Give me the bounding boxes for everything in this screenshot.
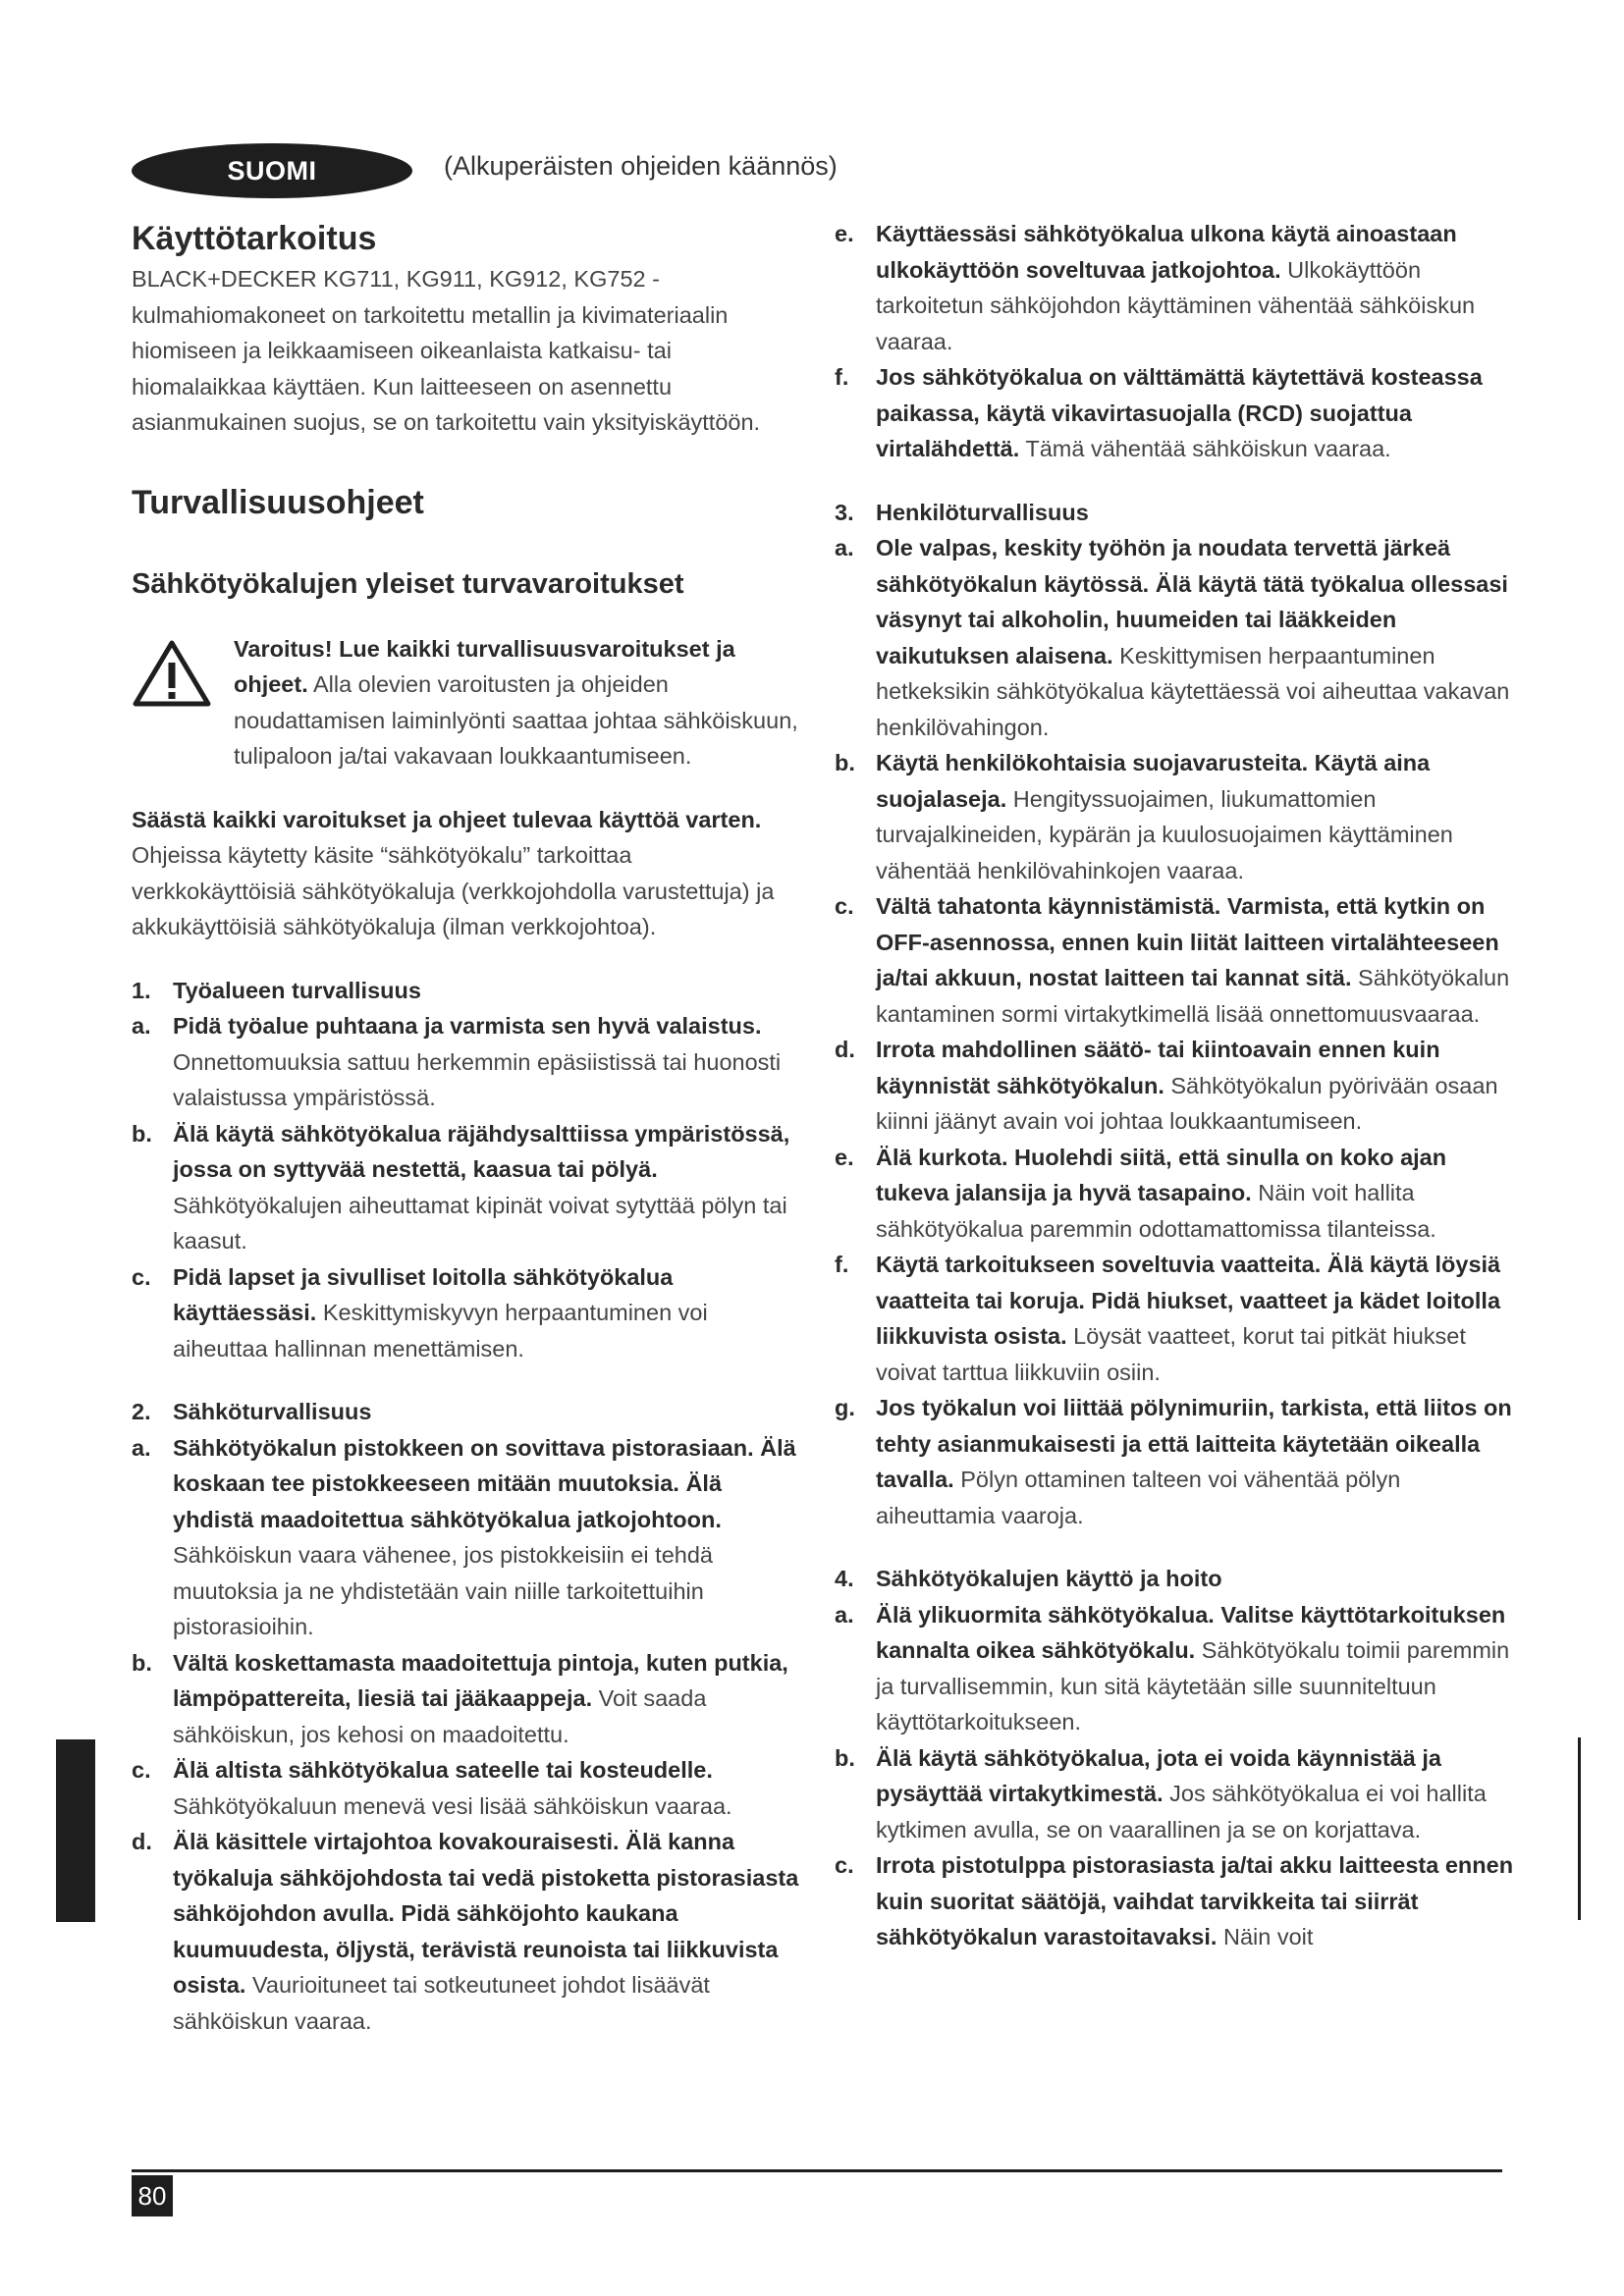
item-text: Näin voit hallita sähkötyökalua paremmin odottamattomissa tilanteissa. [876,1180,1436,1242]
margin-bar [1578,1737,1581,1920]
section-2 [132,1394,799,2039]
section-1 [132,973,799,1367]
item-bold: Sähkötyökalun pistokkeen on sovittava pistorasiaan. Älä koskaan tee pistokkeeseen mitään muutoksia. Älä yhdistä maadoitettua sähkötyökalua jatkojohtoon. [173,1434,796,1532]
warning-block [132,631,799,774]
section-number: 4. [835,1566,854,1591]
item-label: b. [132,1120,152,1147]
save-instructions-text: Ohjeissa käytetty käsite “sähkötyökalu” tarkoittaa verkkokäyttöisiä sähkötyökaluja (verkkojohdolla varustettuja) ja akkukäyttöisiä sähkötyökaluja (ilman verkkojohtoa). [132,842,775,939]
item-text: Jos sähkötyökalua ei voi hallita kytkimen avulla, se on vaarallinen ja se on korjattava. [876,1781,1487,1842]
item-bold: Vältä koskettamasta maadoitettuja pintoja, kuten putkia, lämpöpattereita, liesiä tai jääkaappeja. [173,1649,788,1711]
list-item [835,1140,1522,1248]
item-bold: Vältä tahatonta käynnistämistä. Varmista, että kytkin on OFF-asennossa, ennen kuin liität laitteen virtalähteeseen ja/tai akkuun, nostat laitteen tai kannat sitä. [876,893,1499,990]
list-item [835,1247,1522,1390]
item-text: Sähköiskun vaara vähenee, jos pistokkeisiin ei tehdä muutoksia ja ne yhdistetään vain niille tarkoitettuihin pistorasioihin. [173,1542,713,1639]
list-item [835,1597,1522,1740]
item-text: Tämä vähentää sähköiskun vaaraa. [1019,436,1391,461]
section-heading [835,495,1522,531]
item-bold: Jos sähkötyökalua on välttämättä käytettävä kosteassa paikassa, käytä vikavirtasuojalla (RCD) suojattua virtalähdettä. [876,364,1483,461]
translation-note: (Alkuperäisten ohjeiden käännös) [444,151,838,181]
right-column [835,216,1522,1955]
item-bold: Jos työkalun voi liittää pölynimuriin, tarkista, että liitos on tehty asianmukaisesti ja että laitteita käytetään oikealla tavalla. [876,1395,1512,1492]
item-label: f. [835,1252,849,1277]
section-2-continued [835,216,1522,467]
item-label: d. [132,1829,152,1854]
item-bold: Käyttäessäsi sähkötyökalua ulkona käytä ainoastaan ulkokäyttöön soveltuvaa jatkojohtoa. [876,221,1457,283]
item-label: a. [132,1013,151,1039]
warning-body: Alla olevien varoitusten ja ohjeiden noudattamisen laiminlyönti saattaa johtaa sähköiskuun, tulipaloon ja/tai vakavaan loukkaantumiseen. [234,671,798,769]
general-warnings-heading: Sähkötyökalujen yleiset turvavaroitukset [132,567,684,600]
item-text: Ulkokäyttöön tarkoitetun sähköjohdon käyttäminen vähentää sähköiskun vaaraa. [876,256,1476,354]
section-3 [835,495,1522,1534]
item-text: Sähkötyökalun pyörivään osaan kiinni jäänyt avain voi johtaa loukkaantumiseen. [876,1072,1498,1134]
list-item [835,216,1522,359]
item-bold: Irrota pistotulppa pistorasiasta ja/tai akku laitteesta ennen kuin suoritat säätöjä, vaihdat tarvikkeita tai siirrät sähkötyökalun varastoitavaksi. [876,1852,1514,1949]
warning-bold: Varoitus! Lue kaikki turvallisuusvaroitukset ja ohjeet. [234,635,735,697]
item-bold: Käytä tarkoitukseen soveltuvia vaatteita. Älä käytä löysiä vaatteita tai koruja. Pidä hiukset, vaatteet ja kädet loitolla liikkuvista osista. [876,1252,1501,1349]
list-item [132,1116,799,1259]
section-heading [835,1561,1522,1597]
item-text: Näin voit [1217,1924,1314,1949]
intended-use-heading: Käyttötarkoitus [132,220,377,257]
item-label: e. [835,221,854,246]
item-text: Voit saada sähköiskun, jos kehosi on maadoitettu. [173,1685,707,1747]
item-text: Keskittymisen herpaantuminen hetkeksikin sähkötyökalua käytettäessä voi aiheuttaa vakavan henkilövahingon. [876,642,1510,740]
section-heading [132,1394,799,1430]
list-item [132,1259,799,1367]
side-tab-marker [56,1739,95,1922]
item-text: Pölyn ottaminen talteen voi vähentää pölyn aiheuttamia vaaroja. [876,1467,1401,1528]
warning-text [234,631,799,774]
list-item [835,1390,1522,1533]
section-number: 1. [132,977,151,1003]
item-text: Sähkötyökalun kantaminen sormi virtakytkimellä lisää onnettomuusvaaraa. [876,965,1510,1027]
item-text: Sähkötyökaluun menevä vesi lisää sähköiskun vaaraa. [173,1792,732,1819]
section-4 [835,1561,1522,1955]
item-label: b. [132,1649,152,1676]
section-title: Sähkötyökalujen käyttö ja hoito [876,1566,1222,1591]
section-title: Henkilöturvallisuus [876,499,1089,525]
item-label: c. [835,1852,854,1878]
item-label: c. [132,1757,151,1783]
item-text: Löysät vaatteet, korut tai pitkät hiukset voivat tarttua liikkuviin osiin. [876,1323,1466,1385]
list-item [132,1430,799,1645]
page-number: 80 [132,2175,173,2216]
save-instructions-bold: Säästä kaikki varoitukset ja ohjeet tulevaa käyttöä varten. [132,806,762,832]
list-item [835,745,1522,888]
item-bold: Älä käsittele virtajohtoa kovakouraisesti. Älä kanna työkaluja sähköjohdosta tai vedä pistoketta pistorasiasta sähköjohdon avulla. Pidä sähköjohto kaukana kuumuudesta, öljystä, terävistä reunoista tai liikkuvista osista. [173,1829,799,1998]
item-text: Sähkötyökalu toimii paremmin ja turvallisemmin, kun sitä käytetään sille suunniteltuun käyttötarkoitukseen. [876,1637,1510,1735]
item-bold: Älä ylikuormita sähkötyökalua. Valitse käyttötarkoituksen kannalta oikea sähkötyökalu. [876,1601,1506,1663]
item-text: Onnettomuuksia sattuu herkemmin epäsiistissä tai huonosti valaistussa ympäristössä. [173,1048,782,1110]
item-bold: Älä altista sähkötyökalua sateelle tai kosteudelle. [173,1757,713,1783]
list-item [132,1645,799,1753]
warning-triangle-icon [132,639,212,708]
item-bold: Älä kurkota. Huolehdi siitä, että sinulla on koko ajan tukeva jalansija ja hyvä tasapaino. [876,1144,1447,1205]
section-number: 2. [132,1399,151,1424]
safety-heading: Turvallisuusohjeet [132,483,424,521]
list-item [132,1752,799,1824]
item-text: Vaurioituneet tai sotkeutuneet johdot lisäävät sähköiskun vaaraa. [173,1972,710,2034]
item-label: d. [835,1037,855,1062]
intended-use-text: BLACK+DECKER KG711, KG911, KG912, KG752 -kulmahiomakoneet on tarkoitettu metallin ja kivimateriaalin hiomiseen ja leikkaamiseen oikeanlaista katkaisu- tai hiomalaikkaa käyttäen. Kun laitteeseen on asennettu asianmukainen suojus, se on tarkoitettu vain yksityiskäyttöön. [132,266,761,435]
list-item [835,1740,1522,1848]
list-item [835,530,1522,745]
item-text: Sähkötyökalujen aiheuttamat kipinät voivat sytyttää pölyn tai kaasut. [173,1192,787,1254]
section-title: Sähköturvallisuus [173,1399,372,1424]
list-item [835,1847,1522,1955]
item-label: c. [132,1263,151,1290]
item-label: b. [835,1744,855,1771]
item-label: b. [835,750,855,775]
item-label: a. [132,1434,151,1461]
language-tab: SUOMI [132,143,412,198]
section-heading [132,973,799,1009]
item-label: a. [835,1601,854,1628]
footer-rule [132,2169,1502,2172]
item-bold: Irrota mahdollinen säätö- tai kiintoavain ennen kuin käynnistät sähkötyökalun. [876,1037,1440,1098]
left-column [132,216,799,2039]
item-bold: Älä käytä sähkötyökalua räjähdysalttiissa ympäristössä, jossa on syttyvää nestettä, kaasua tai pölyä. [173,1120,790,1182]
item-text: Hengityssuojaimen, liukumattomien turvajalkineiden, kypärän ja kuulosuojaimen käyttäminen vähentää henkilövahinkojen vaaraa. [876,785,1453,883]
section-title: Työalueen turvallisuus [173,977,421,1003]
list-item [132,1008,799,1116]
item-label: e. [835,1144,854,1170]
item-text: Keskittymiskyvyn herpaantuminen voi aiheuttaa hallinnan menettämisen. [173,1300,708,1362]
item-bold: Älä käytä sähkötyökalua, jota ei voida käynnistää ja pysäyttää virtakytkimestä. [876,1744,1442,1806]
item-bold: Ole valpas, keskity työhön ja noudata tervettä järkeä sähkötyökalun käytössä. Älä käytä tätä työkalua ollessasi väsynyt tai alkoholin, huumeiden tai lääkkeiden vaikutuksen alaisena. [876,535,1508,668]
item-bold: Pidä työalue puhtaana ja varmista sen hyvä valaistus. [173,1013,762,1039]
item-bold: Pidä lapset ja sivulliset loitolla sähkötyökalua käyttäessäsi. [173,1263,674,1325]
list-item [132,1824,799,2039]
item-label: a. [835,535,854,561]
item-bold: Käytä henkilökohtaisia suojavarusteita. Käytä aina suojalaseja. [876,750,1431,812]
item-label: f. [835,364,849,390]
list-item [835,359,1522,467]
section-number: 3. [835,499,854,525]
list-item [835,888,1522,1032]
list-item [835,1032,1522,1140]
item-label: c. [835,893,854,919]
item-label: g. [835,1395,855,1420]
